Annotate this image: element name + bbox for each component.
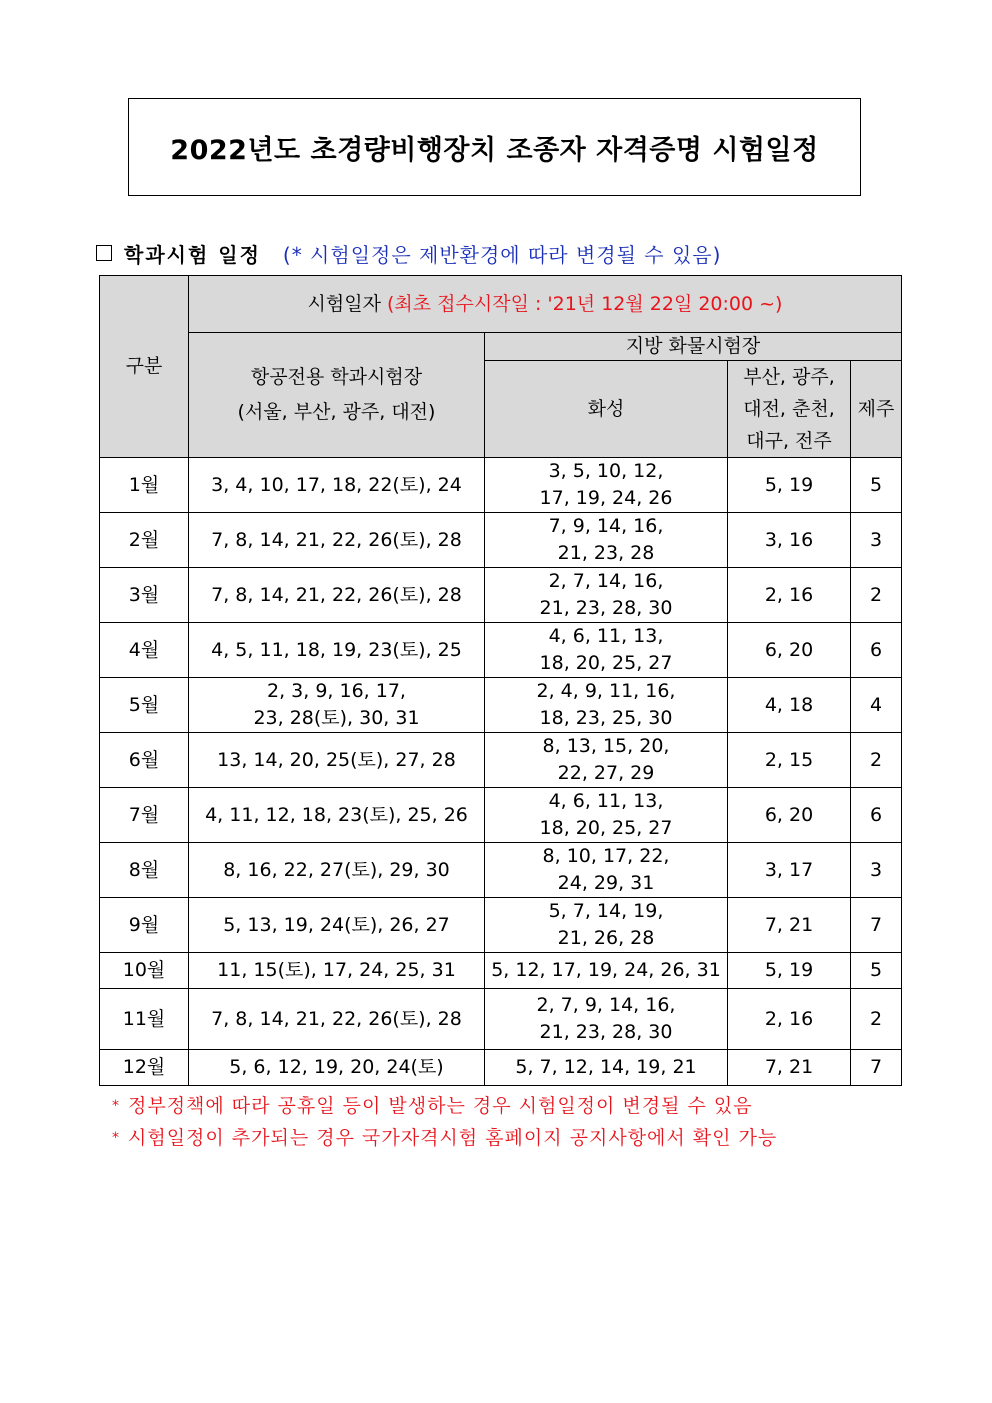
jeju-dates-cell: 5 bbox=[851, 458, 902, 513]
regional-dates-cell: 2, 15 bbox=[728, 733, 851, 788]
table-row bbox=[100, 989, 902, 1050]
hwaseong-dates-cell-line: 24, 29, 31 bbox=[557, 872, 655, 894]
table-row bbox=[100, 898, 902, 953]
month-cell: 4월 bbox=[100, 623, 189, 678]
footnote-bullet: * bbox=[112, 1130, 120, 1146]
footnote-item bbox=[112, 1122, 777, 1154]
jeju-dates-cell: 2 bbox=[851, 733, 902, 788]
aviation-dates-cell-line: 4, 5, 11, 18, 19, 23(토), 25 bbox=[211, 638, 462, 661]
aviation-dates-cell bbox=[189, 989, 485, 1050]
table-row bbox=[100, 733, 902, 788]
multi-city-line: 대구, 전주 bbox=[746, 430, 832, 452]
regional-dates-cell: 3, 16 bbox=[728, 513, 851, 568]
jeju-dates-cell: 2 bbox=[851, 989, 902, 1050]
jeju-dates-cell: 2 bbox=[851, 568, 902, 623]
hwaseong-dates-cell-line: 21, 23, 28, 30 bbox=[539, 597, 673, 619]
month-cell: 6월 bbox=[100, 733, 189, 788]
jeju-dates-cell: 3 bbox=[851, 513, 902, 568]
aviation-dates-cell bbox=[189, 458, 485, 513]
table-row bbox=[100, 623, 902, 678]
month-cell: 12월 bbox=[100, 1050, 189, 1086]
regional-dates-cell: 7, 21 bbox=[728, 898, 851, 953]
table-row bbox=[100, 513, 902, 568]
regional-dates-cell: 7, 21 bbox=[728, 1050, 851, 1086]
month-cell: 5월 bbox=[100, 678, 189, 733]
document-title: 2022년도 초경량비행장치 조종자 자격증명 시험일정 bbox=[170, 134, 819, 166]
footnote-item bbox=[112, 1090, 777, 1122]
aviation-dates-cell-line: 7, 8, 14, 21, 22, 26(토), 28 bbox=[211, 528, 462, 551]
aviation-dates-cell-line: 8, 16, 22, 27(토), 29, 30 bbox=[223, 858, 450, 881]
jeju-dates-cell: 7 bbox=[851, 898, 902, 953]
hwaseong-dates-cell-line: 5, 12, 17, 19, 24, 26, 31 bbox=[491, 959, 721, 981]
jeju-header: 제주 bbox=[851, 361, 902, 458]
table-row bbox=[100, 843, 902, 898]
section-title: 학과시험 일정 bbox=[124, 242, 261, 267]
aviation-dates-cell bbox=[189, 843, 485, 898]
hwaseong-dates-cell bbox=[485, 678, 728, 733]
hwaseong-dates-cell-line: 21, 23, 28, 30 bbox=[539, 1021, 673, 1043]
hwaseong-dates-cell-line: 18, 23, 25, 30 bbox=[539, 707, 673, 729]
month-cell: 8월 bbox=[100, 843, 189, 898]
exam-schedule-table bbox=[99, 275, 902, 1086]
hwaseong-dates-cell-line: 8, 10, 17, 22, bbox=[542, 845, 670, 867]
hwaseong-dates-cell bbox=[485, 788, 728, 843]
hwaseong-dates-cell bbox=[485, 623, 728, 678]
aviation-dates-cell bbox=[189, 953, 485, 989]
hwaseong-dates-cell-line: 18, 20, 25, 27 bbox=[539, 652, 673, 674]
aviation-center-cities: (서울, 부산, 광주, 대전) bbox=[237, 401, 436, 423]
hwaseong-dates-cell bbox=[485, 989, 728, 1050]
hwaseong-dates-cell-line: 7, 9, 14, 16, bbox=[548, 515, 664, 537]
month-cell: 1월 bbox=[100, 458, 189, 513]
aviation-dates-cell-line: 3, 4, 10, 17, 18, 22(토), 24 bbox=[211, 473, 462, 496]
hwaseong-dates-cell-line: 5, 7, 12, 14, 19, 21 bbox=[515, 1056, 697, 1078]
hwaseong-dates-cell-line: 2, 7, 14, 16, bbox=[548, 570, 664, 592]
section-note: (* 시험일정은 제반환경에 따라 변경될 수 있음) bbox=[282, 242, 722, 267]
footnote-bullet: * bbox=[112, 1098, 120, 1114]
multi-city-line: 부산, 광주, bbox=[743, 366, 835, 388]
jeju-dates-cell: 6 bbox=[851, 788, 902, 843]
checkbox-icon bbox=[96, 245, 112, 261]
month-cell: 2월 bbox=[100, 513, 189, 568]
aviation-dates-cell-line: 2, 3, 9, 16, 17, bbox=[267, 680, 406, 702]
aviation-dates-cell bbox=[189, 623, 485, 678]
hwaseong-dates-cell bbox=[485, 1050, 728, 1086]
regional-dates-cell: 2, 16 bbox=[728, 568, 851, 623]
jeju-dates-cell: 6 bbox=[851, 623, 902, 678]
aviation-dates-cell-line: 4, 11, 12, 18, 23(토), 25, 26 bbox=[205, 803, 468, 826]
aviation-center-header bbox=[189, 333, 485, 458]
table-row bbox=[100, 568, 902, 623]
multi-city-line: 대전, 춘천, bbox=[743, 398, 835, 420]
hwaseong-dates-cell-line: 2, 4, 9, 11, 16, bbox=[536, 680, 676, 702]
table-row bbox=[100, 458, 902, 513]
hwaseong-dates-cell bbox=[485, 513, 728, 568]
regional-cargo-header: 지방 화물시험장 bbox=[485, 333, 902, 361]
table-row bbox=[100, 678, 902, 733]
footnote-text: 정부정책에 따라 공휴일 등이 발생하는 경우 시험일정이 변경될 수 있음 bbox=[128, 1095, 753, 1117]
aviation-dates-cell bbox=[189, 1050, 485, 1086]
table-row bbox=[100, 1050, 902, 1086]
exam-date-note: (최초 접수시작일 : '21년 12월 22일 20:00 ~) bbox=[387, 292, 783, 315]
aviation-dates-cell-line: 11, 15(토), 17, 24, 25, 31 bbox=[217, 959, 456, 981]
aviation-dates-cell-line: 13, 14, 20, 25(토), 27, 28 bbox=[217, 748, 456, 771]
month-cell: 9월 bbox=[100, 898, 189, 953]
table-row bbox=[100, 788, 902, 843]
month-cell: 11월 bbox=[100, 989, 189, 1050]
month-cell: 7월 bbox=[100, 788, 189, 843]
hwaseong-dates-cell-line: 17, 19, 24, 26 bbox=[539, 487, 673, 509]
hwaseong-dates-cell-line: 8, 13, 15, 20, bbox=[542, 735, 670, 757]
document-title-box bbox=[128, 98, 861, 196]
aviation-dates-cell bbox=[189, 788, 485, 843]
aviation-dates-cell bbox=[189, 568, 485, 623]
regional-dates-cell: 5, 19 bbox=[728, 458, 851, 513]
hwaseong-dates-cell-line: 21, 23, 28 bbox=[557, 542, 655, 564]
aviation-dates-cell-line: 7, 8, 14, 21, 22, 26(토), 28 bbox=[211, 1007, 462, 1030]
month-cell: 10월 bbox=[100, 953, 189, 989]
regional-dates-cell: 3, 17 bbox=[728, 843, 851, 898]
aviation-dates-cell bbox=[189, 513, 485, 568]
hwaseong-dates-cell-line: 18, 20, 25, 27 bbox=[539, 817, 673, 839]
regional-dates-cell: 6, 20 bbox=[728, 623, 851, 678]
hwaseong-dates-cell-line: 21, 26, 28 bbox=[557, 927, 655, 949]
month-cell: 3월 bbox=[100, 568, 189, 623]
regional-dates-cell: 4, 18 bbox=[728, 678, 851, 733]
hwaseong-dates-cell bbox=[485, 843, 728, 898]
hwaseong-dates-cell bbox=[485, 568, 728, 623]
jeju-dates-cell: 4 bbox=[851, 678, 902, 733]
aviation-dates-cell-line: 5, 13, 19, 24(토), 26, 27 bbox=[223, 913, 450, 936]
hwaseong-dates-cell bbox=[485, 953, 728, 989]
table-row bbox=[100, 953, 902, 989]
exam-date-label: 시험일자 bbox=[307, 292, 381, 315]
footnotes bbox=[112, 1090, 777, 1154]
section-header bbox=[96, 236, 916, 270]
hwaseong-dates-cell-line: 5, 7, 14, 19, bbox=[548, 900, 664, 922]
hwaseong-dates-cell bbox=[485, 898, 728, 953]
aviation-dates-cell bbox=[189, 678, 485, 733]
multi-city-header bbox=[728, 361, 851, 458]
aviation-dates-cell bbox=[189, 733, 485, 788]
regional-dates-cell: 6, 20 bbox=[728, 788, 851, 843]
hwaseong-dates-cell-line: 2, 7, 9, 14, 16, bbox=[536, 994, 676, 1016]
jeju-dates-cell: 7 bbox=[851, 1050, 902, 1086]
aviation-dates-cell-line: 5, 6, 12, 19, 20, 24(토) bbox=[229, 1056, 444, 1078]
hwaseong-dates-cell-line: 4, 6, 11, 13, bbox=[548, 625, 664, 647]
jeju-dates-cell: 3 bbox=[851, 843, 902, 898]
regional-dates-cell: 2, 16 bbox=[728, 989, 851, 1050]
hwaseong-dates-cell bbox=[485, 458, 728, 513]
exam-date-header bbox=[189, 276, 902, 333]
regional-dates-cell: 5, 19 bbox=[728, 953, 851, 989]
aviation-dates-cell-line: 23, 28(토), 30, 31 bbox=[253, 707, 420, 729]
footnote-text: 시험일정이 추가되는 경우 국가자격시험 홈페이지 공지사항에서 확인 가능 bbox=[128, 1127, 778, 1149]
jeju-dates-cell: 5 bbox=[851, 953, 902, 989]
category-header: 구분 bbox=[100, 276, 189, 458]
hwaseong-dates-cell bbox=[485, 733, 728, 788]
aviation-center-label: 항공전용 학과시험장 bbox=[250, 366, 423, 388]
aviation-dates-cell-line: 7, 8, 14, 21, 22, 26(토), 28 bbox=[211, 583, 462, 606]
hwaseong-dates-cell-line: 3, 5, 10, 12, bbox=[548, 460, 664, 482]
aviation-dates-cell bbox=[189, 898, 485, 953]
hwaseong-header: 화성 bbox=[485, 361, 728, 458]
hwaseong-dates-cell-line: 4, 6, 11, 13, bbox=[548, 790, 664, 812]
hwaseong-dates-cell-line: 22, 27, 29 bbox=[557, 762, 655, 784]
